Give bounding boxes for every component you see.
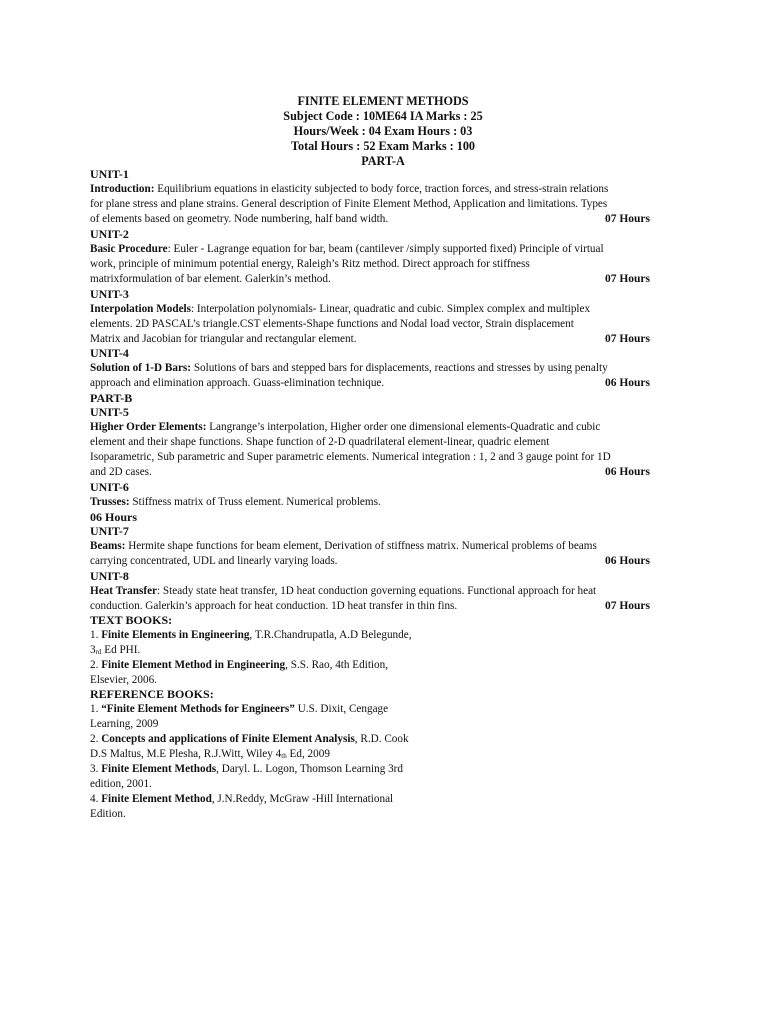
unit-3-hours: 07 Hours (604, 333, 650, 345)
unit-4-lead: Solution of 1-D Bars: (90, 362, 192, 374)
unit-6-hours: 06 Hours (90, 510, 138, 524)
ref-book-4-title: Finite Element Method (101, 793, 212, 805)
unit-1-text-3: of elements based on geometry. Node numbering, half band width. (90, 213, 389, 225)
unit-2-text-2: work, principle of minimum potential energy, Raleigh’s Ritz method. Direct approach for stiffness (90, 258, 530, 270)
unit-5-text-2: element and their shape functions. Shape function of 2-D quadrilateral element-linear, quadric element (90, 436, 550, 448)
ref-book-2-title: Concepts and applications of Finite Element Analysis (101, 733, 355, 745)
ref-book-2-authors-2: D.S Maltus, M.E Plesha, R.J.Witt, Wiley 4 (90, 748, 282, 760)
text-book-2-num: 2. (90, 659, 102, 671)
unit-5-hours: 06 Hours (604, 466, 650, 478)
ref-book-2-edition-sup: th (281, 752, 287, 760)
unit-3-text-2: elements. 2D PASCAL’s triangle.CST elements-Shape functions and Nodal load vector, Strain displacement (90, 318, 574, 330)
ref-book-1-authors: U.S. Dixit, Cengage (294, 703, 389, 715)
unit-5-text-3: Isoparametric, Sub parametric and Super parametric elements. Numerical integration : 1, 2 and 3 gauge point for 1D (90, 451, 611, 463)
ref-book-4-num: 4. (90, 793, 102, 805)
unit-8 (90, 569, 650, 614)
unit-3 (90, 287, 650, 347)
unit-7 (90, 524, 650, 569)
ref-book-2-authors: , R.D. Cook (354, 733, 409, 745)
unit-8-text-2: conduction. Galerkin’s approach for heat conduction. 1D heat transfer in thin fins. (90, 600, 458, 612)
unit-3-text: : Interpolation polynomials- Linear, quadratic and cubic. Simplex complex and multiplex (191, 303, 591, 315)
unit-2-lead: Basic Procedure (90, 243, 168, 255)
unit-8-lead: Heat Transfer (90, 585, 158, 597)
course-title: FINITE ELEMENT METHODS (297, 94, 469, 108)
ref-book-2-edition: Ed, 2009 (286, 748, 330, 760)
unit-4-text: Solutions of bars and stepped bars for displacements, reactions and stresses by using penalty (191, 362, 608, 374)
subject-code-line: Subject Code : 10ME64 IA Marks : 25 (283, 109, 483, 123)
ref-book-3-edition: edition, 2001. (90, 778, 152, 790)
ref-book-1-title: “Finite Element Methods for Engineers” (101, 703, 295, 715)
unit-2-text: : Euler - Lagrange equation for bar, beam (cantilever /simply supported fixed) Principle of virtual (167, 243, 604, 255)
ref-book-3-authors: , Daryl. L. Logon, Thomson Learning 3rd (216, 763, 403, 775)
unit-6 (90, 480, 650, 525)
text-book-1-num: 1. (90, 629, 102, 641)
hours-week-line: Hours/Week : 04 Exam Hours : 03 (293, 124, 473, 138)
unit-1 (90, 167, 650, 227)
text-book-2-publisher: Elsevier, 2006. (90, 674, 157, 686)
unit-1-lead: Introduction: (90, 183, 155, 195)
ref-book-3-title: Finite Element Methods (101, 763, 217, 775)
text-book-1-title: Finite Elements in Engineering (101, 629, 250, 641)
unit-7-lead: Beams: (90, 540, 126, 552)
unit-3-text-3: Matrix and Jacobian for triangular and rectangular element. (90, 333, 357, 345)
unit-8-hours: 07 Hours (604, 600, 650, 612)
unit-5-text-4: and 2D cases. (90, 466, 152, 478)
unit-2-title: UNIT-2 (90, 227, 129, 241)
unit-4-text-2: approach and elimination approach. Guass-elimination technique. (90, 377, 385, 389)
ref-book-1-publisher: Learning, 2009 (90, 718, 159, 730)
unit-5-text: Langrange’s interpolation, Higher order one dimensional elements-Quadratic and cubic (206, 421, 601, 433)
unit-6-title: UNIT-6 (90, 480, 129, 494)
unit-1-text-2: for plane stress and plane strains. General description of Finite Element Method, Application and limitations. Types (90, 198, 608, 210)
unit-8-text: : Steady state heat transfer, 1D heat conduction governing equations. Functional approach for heat (157, 585, 597, 597)
unit-7-hours: 06 Hours (604, 555, 650, 567)
unit-8-title: UNIT-8 (90, 569, 129, 583)
text-book-1-edition-sup: rd (95, 648, 102, 656)
unit-2 (90, 227, 650, 287)
unit-1-text: Equilibrium equations in elasticity subjected to body force, traction forces, and stress-strain relations (154, 183, 609, 195)
unit-6-lead: Trusses: (90, 496, 130, 508)
total-hours-line: Total Hours : 52 Exam Marks : 100 (290, 139, 476, 153)
text-book-1-authors: , T.R.Chandrupatla, A.D Belegunde, (249, 629, 412, 641)
text-book-2-title: Finite Element Method in Engineering (101, 659, 286, 671)
part-a-heading: PART-A (361, 154, 405, 168)
unit-2-text-3: matrixformulation of bar element. Galerkin’s method. (90, 273, 331, 285)
unit-5-lead: Higher Order Elements: (90, 421, 207, 433)
ref-book-4-edition: Edition. (90, 808, 126, 820)
ref-book-1-num: 1. (90, 703, 102, 715)
text-book-1-publisher: Ed PHI. (101, 644, 141, 656)
unit-7-title: UNIT-7 (90, 524, 129, 538)
unit-4 (90, 346, 650, 406)
text-books-heading: TEXT BOOKS: (90, 613, 173, 627)
unit-2-hours: 07 Hours (604, 273, 650, 285)
ref-book-3-num: 3. (90, 763, 102, 775)
unit-7-text: Hermite shape functions for beam element, Derivation of stiffness matrix. Numerical problems of beams (125, 540, 597, 552)
unit-3-title: UNIT-3 (90, 287, 129, 301)
unit-4-title: UNIT-4 (90, 346, 129, 360)
unit-5 (90, 405, 650, 480)
reference-books (90, 687, 650, 822)
ref-book-4-authors: , J.N.Reddy, McGraw -Hill International (211, 793, 394, 805)
reference-books-heading: REFERENCE BOOKS: (90, 687, 214, 701)
unit-1-title: UNIT-1 (90, 167, 129, 181)
text-book-1-edition-num: 3 (90, 644, 96, 656)
unit-7-text-2: carrying concentrated, UDL and linearly varying loads. (90, 555, 338, 567)
unit-1-hours: 07 Hours (604, 213, 650, 225)
text-books (90, 613, 650, 688)
text-book-2-authors: , S.S. Rao, 4th Edition, (285, 659, 389, 671)
unit-5-title: UNIT-5 (90, 405, 129, 419)
unit-6-text: Stiffness matrix of Truss element. Numerical problems. (129, 496, 381, 508)
ref-book-2-num: 2. (90, 733, 102, 745)
part-b-heading: PART-B (90, 391, 133, 405)
unit-3-lead: Interpolation Models (90, 303, 191, 315)
unit-4-hours: 06 Hours (604, 377, 650, 389)
